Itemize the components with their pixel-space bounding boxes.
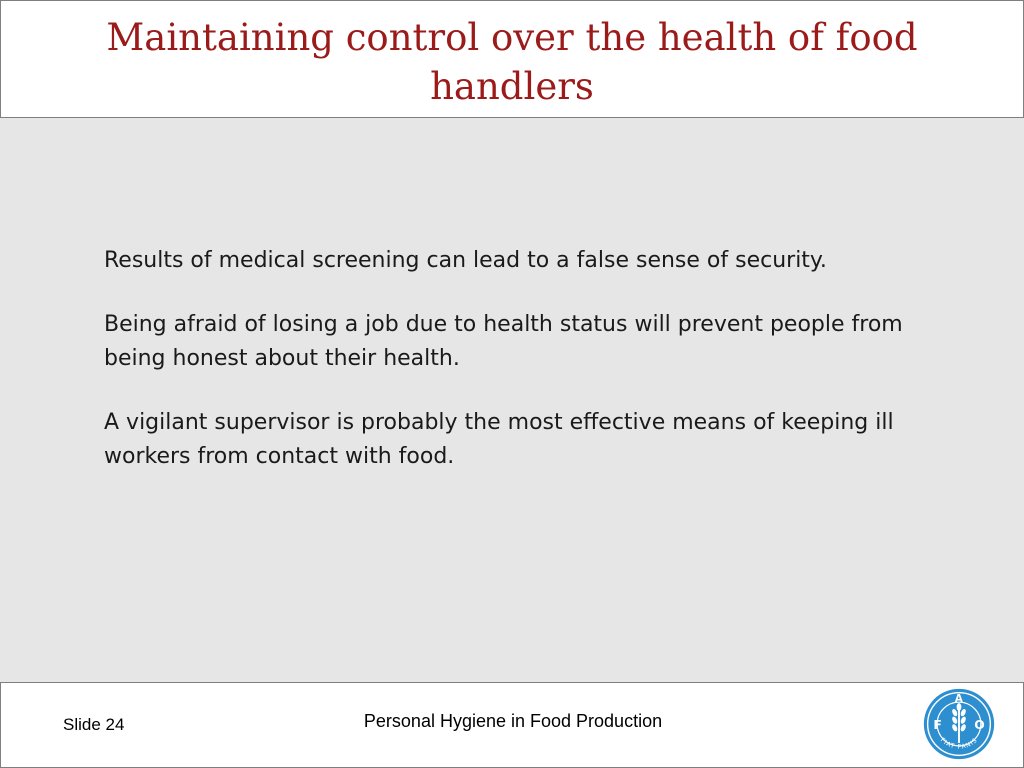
logo-letter-o: O — [974, 717, 985, 732]
footer-bar — [0, 682, 1024, 768]
logo-letter-a: A — [954, 693, 963, 706]
slide-number: Slide 24 — [63, 715, 125, 734]
logo-motto: FIAT PANIS — [938, 736, 980, 751]
logo-letter-f: F — [933, 717, 942, 732]
footer-title: Personal Hygiene in Food Production — [363, 711, 663, 731]
fao-logo-icon — [921, 686, 997, 762]
paragraph-3: A vigilant supervisor is probably the most effective means of keeping ill workers from contact with food. — [104, 410, 894, 469]
title-bar — [0, 0, 1024, 118]
slide-content — [104, 244, 964, 504]
slide-title: Maintaining control over the health of food handlers — [106, 16, 918, 108]
paragraph-2: Being afraid of losing a job due to health status will prevent people from being honest about their health. — [104, 312, 903, 371]
paragraph-1: Results of medical screening can lead to a false sense of security. — [104, 248, 827, 273]
